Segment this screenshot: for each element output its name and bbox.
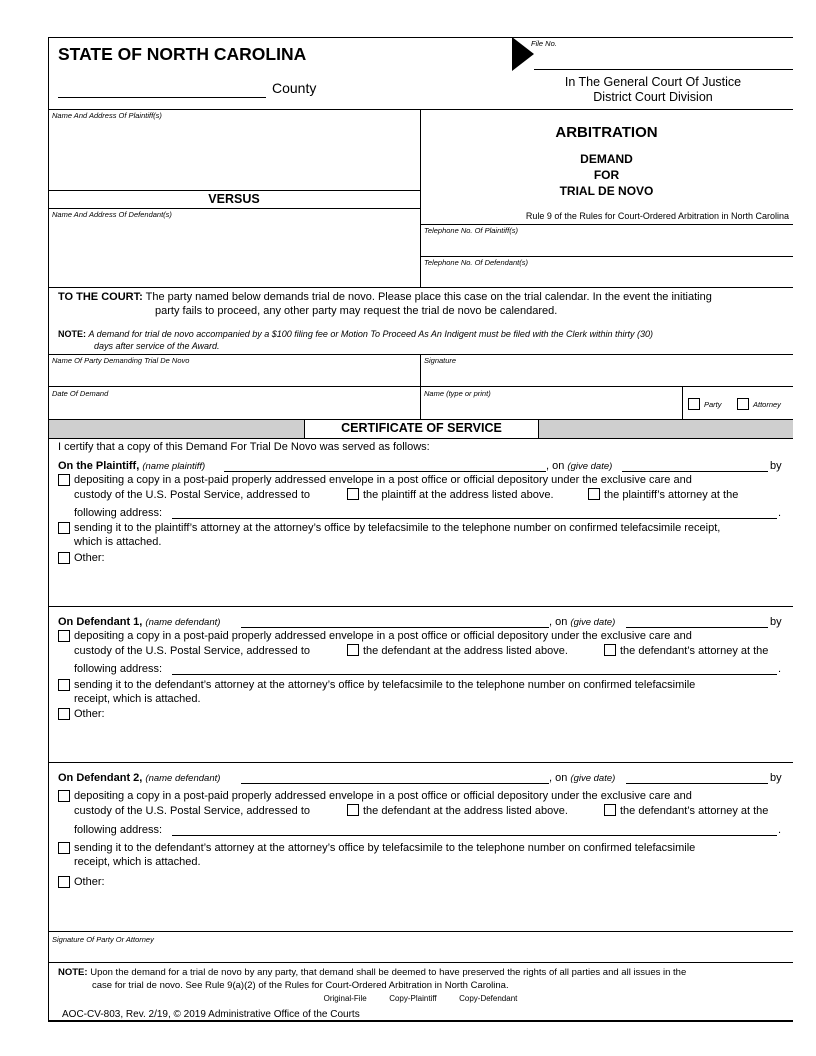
plaintiff-address-label: Name And Address Of Plaintiff(s) [52, 111, 162, 120]
defendant2-attorney-checkbox[interactable] [604, 804, 616, 816]
name-print-field[interactable] [420, 397, 682, 419]
attorney-checkbox[interactable] [737, 398, 749, 410]
attorney-option-label: Attorney [753, 400, 781, 409]
defendant2-following-address-line[interactable] [172, 835, 777, 836]
signature-party-attorney-field[interactable] [48, 944, 793, 962]
plaintiff-date-line[interactable] [622, 471, 768, 472]
demanding-party-label: Name Of Party Demanding Trial De Novo [52, 356, 190, 365]
date-of-demand-label: Date Of Demand [52, 389, 109, 398]
defendant1-attorney-checkbox[interactable] [604, 644, 616, 656]
defendant1-fax-checkbox[interactable] [58, 679, 70, 691]
defendant1-date-line[interactable] [626, 627, 768, 628]
defendant2-name-line[interactable] [241, 783, 549, 784]
subtitle-demand: DEMAND [580, 152, 633, 166]
plaintiff-heading-line: On the Plaintiff, (name plaintiff) [58, 460, 206, 472]
defendant2-fax-checkbox[interactable] [58, 842, 70, 854]
tel-defendant-label: Telephone No. Of Defendant(s) [424, 258, 528, 267]
county-label: County [272, 80, 317, 96]
rule-reference: Rule 9 of the Rules for Court-Ordered Arbitration in North Carolina [525, 211, 789, 221]
top-border [48, 37, 793, 38]
demand-note-line-1: NOTE: A demand for trial de novo accompanied by a $100 filing fee or Motion To Proceed As An Indigent must be filed with the Clerk within thirty (30) [58, 329, 653, 339]
plaintiff-following-address-line[interactable] [172, 518, 777, 519]
signature-field[interactable] [420, 364, 793, 386]
party-option-label: Party [704, 400, 722, 409]
defendant2-date-line[interactable] [626, 783, 768, 784]
defendant1-other-field[interactable] [115, 708, 785, 758]
certificate-title: CERTIFICATE OF SERVICE [341, 421, 502, 435]
court-line-1: In The General Court Of Justice [564, 75, 742, 89]
county-line[interactable] [58, 97, 266, 98]
party-checkbox[interactable] [688, 398, 700, 410]
defendant2-other-checkbox[interactable] [58, 876, 70, 888]
plaintiff-heading: On the Plaintiff, [58, 460, 140, 472]
to-the-court-label: TO THE COURT: [58, 291, 143, 303]
court-notice-line-2: party fails to proceed, any other party may request the trial de novo be calendared. [155, 305, 558, 317]
form-title: ARBITRATION [555, 124, 658, 141]
bottom-rule [48, 1020, 793, 1022]
tel-defendant-field[interactable] [420, 266, 793, 287]
form-subtitle [420, 151, 793, 199]
tel-plaintiff-label: Telephone No. Of Plaintiff(s) [424, 226, 518, 235]
subtitle-for: FOR [593, 168, 620, 182]
defendant1-other-checkbox[interactable] [58, 708, 70, 720]
court-line-2: District Court Division [593, 90, 713, 104]
copy-distribution: Original-File Copy-Plaintiff Copy-Defendant [323, 994, 518, 1003]
footer-note-label: NOTE: [58, 967, 88, 978]
plaintiff-address-field[interactable] [48, 120, 420, 190]
plaintiff-mail-checkbox[interactable] [58, 474, 70, 486]
versus-label: VERSUS [208, 192, 260, 206]
file-no-label: File No. [531, 39, 557, 48]
signature-label: Signature [424, 356, 457, 365]
demanding-party-field[interactable] [48, 364, 420, 386]
court-notice-line-1: TO THE COURT: The party named below demands trial de novo. Please place this case on the trial calendar. In the event the initiating [58, 291, 712, 303]
signature-party-attorney-label: Signature Of Party Or Attorney [52, 935, 154, 944]
footer-note-line-1: NOTE: Upon the demand for a trial de novo by any party, that demand shall be deemed to have preserved the rights of all parties and all issues in the [58, 967, 687, 978]
defendant2-other-field[interactable] [115, 876, 785, 926]
certificate-intro: I certify that a copy of this Demand For Trial De Novo was served as follows: [58, 441, 430, 453]
defendant1-following-address-line[interactable] [172, 674, 777, 675]
court-heading [512, 75, 794, 105]
demand-note-line-2: days after service of the Award. [94, 341, 220, 351]
plaintiff-name-line[interactable] [224, 471, 546, 472]
defendant2-heading: On Defendant 2, [58, 772, 143, 784]
defendant2-mail-checkbox[interactable] [58, 790, 70, 802]
form-id: AOC-CV-803, Rev. 2/19, © 2019 Administrative Office of the Courts [62, 1009, 360, 1020]
plaintiff-fax-checkbox[interactable] [58, 522, 70, 534]
defendant2-address-checkbox[interactable] [347, 804, 359, 816]
defendant1-name-line[interactable] [241, 627, 549, 628]
defendant-address-label: Name And Address Of Defendant(s) [52, 210, 172, 219]
date-of-demand-field[interactable] [48, 397, 420, 419]
subtitle-trial-de-novo: TRIAL DE NOVO [559, 184, 654, 198]
file-no-line[interactable] [534, 69, 793, 70]
name-print-label: Name (type or print) [424, 389, 491, 398]
footer-note-line-2: case for trial de novo. See Rule 9(a)(2) of the Rules for Court-Ordered Arbitration in North Carolina. [92, 980, 509, 991]
defendant1-address-checkbox[interactable] [347, 644, 359, 656]
plaintiff-attorney-checkbox[interactable] [588, 488, 600, 500]
defendant-address-field[interactable] [48, 219, 420, 287]
state-title: STATE OF NORTH CAROLINA [58, 44, 307, 64]
tel-plaintiff-field[interactable] [420, 234, 793, 256]
note-label: NOTE: [58, 329, 86, 339]
plaintiff-address-checkbox[interactable] [347, 488, 359, 500]
plaintiff-other-field[interactable] [115, 552, 785, 602]
defendant1-heading: On Defendant 1, [58, 616, 143, 628]
plaintiff-other-checkbox[interactable] [58, 552, 70, 564]
defendant1-mail-checkbox[interactable] [58, 630, 70, 642]
